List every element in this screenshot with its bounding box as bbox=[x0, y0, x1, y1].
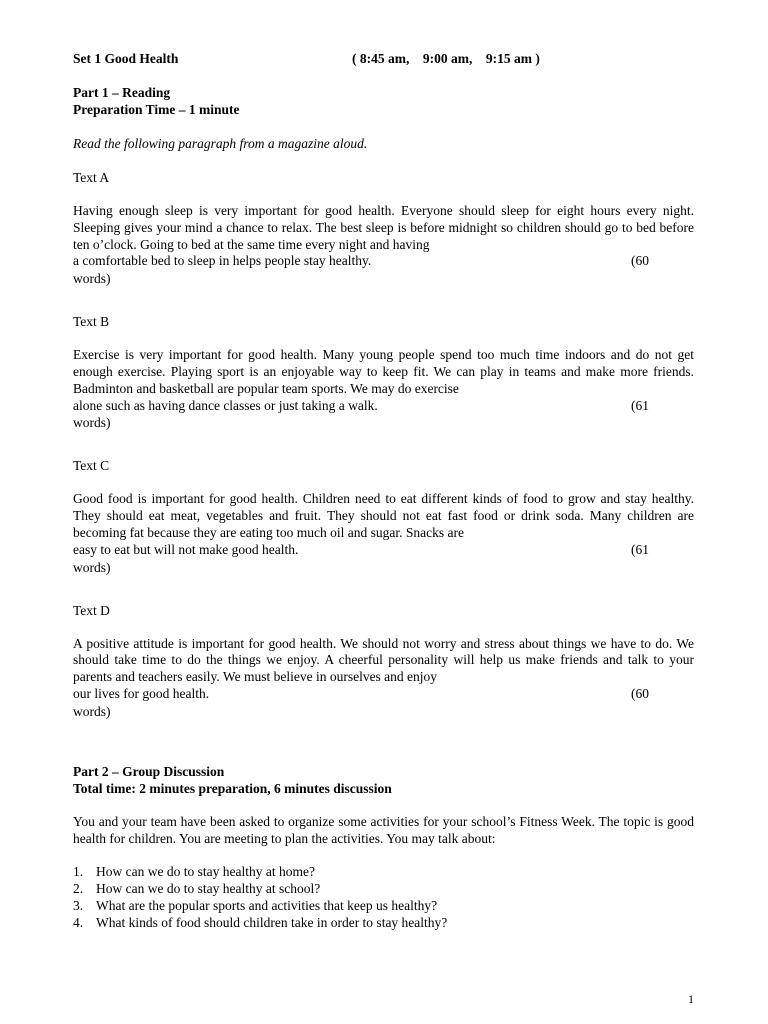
text-b-label: Text B bbox=[73, 314, 110, 330]
page-number: 1 bbox=[688, 992, 694, 1006]
list-item-number: 1. bbox=[73, 864, 84, 880]
part1-prep-time: Preparation Time – 1 minute bbox=[73, 102, 240, 117]
list-item-text: What kinds of food should children take in order to stay healthy? bbox=[96, 914, 448, 930]
text-c-last-line: easy to eat but will not make good health. bbox=[73, 541, 299, 557]
part1-instruction: Read the following paragraph from a magazine aloud. bbox=[73, 136, 368, 151]
text-d-label: Text D bbox=[73, 602, 110, 618]
discussion-questions bbox=[73, 864, 694, 931]
text-a-last-line-row bbox=[73, 253, 694, 270]
list-item-text: How can we do to stay healthy at home? bbox=[96, 864, 315, 880]
part2-intro: You and your team have been asked to organize some activities for your school’s Fitness Week. The topic is good health for children. You are meeting to plan the activities. You may talk about: bbox=[73, 813, 694, 846]
session-times: ( 8:45 am, 9:00 am, 9:15 am ) bbox=[352, 51, 540, 66]
list-item bbox=[73, 898, 694, 915]
text-a-word-count-unit: words) bbox=[73, 271, 111, 287]
part2-total-time: Total time: 2 minutes preparation, 6 minutes discussion bbox=[73, 780, 392, 796]
list-item bbox=[73, 881, 694, 898]
text-b-word-count: (61 bbox=[631, 397, 649, 413]
text-d-body: A positive attitude is important for good health. We should not worry and stress about things we have to do. We should take time to do the things we enjoy. A cheerful personality will help us make friends and talk to your parents and teachers easily. We must believe in ourselves and enjoy bbox=[73, 635, 694, 685]
set-header bbox=[73, 50, 694, 67]
text-a-body: Having enough sleep is very important for good health. Everyone should sleep for eight hours every night. Sleeping gives your mind a chance to relax. The best sleep is before midnight so children should go to bed before ten o’clock. Going to bed at the same time every night and having bbox=[73, 203, 694, 252]
text-d-word-count-unit: words) bbox=[73, 703, 111, 719]
list-item-number: 2. bbox=[73, 881, 84, 897]
text-d-last-line: our lives for good health. bbox=[73, 685, 210, 701]
text-c-last-line-row bbox=[73, 542, 694, 559]
text-d-last-line-row bbox=[73, 686, 694, 703]
text-a-last-line: a comfortable bed to sleep in helps people stay healthy. bbox=[73, 253, 372, 269]
part1-title: Part 1 – Reading bbox=[73, 85, 171, 100]
set-title: Set 1 Good Health bbox=[73, 51, 179, 66]
text-b-last-line-row bbox=[73, 398, 694, 415]
list-item bbox=[73, 915, 694, 932]
text-c-word-count: (61 bbox=[631, 541, 649, 557]
text-a-word-count: (60 bbox=[631, 253, 649, 269]
list-item-number: 3. bbox=[73, 897, 84, 913]
text-c-word-count-unit: words) bbox=[73, 559, 111, 575]
text-a-label: Text A bbox=[73, 170, 110, 185]
list-item-text: What are the popular sports and activities that keep us healthy? bbox=[96, 897, 438, 913]
list-item bbox=[73, 864, 694, 881]
text-c-body: Good food is important for good health. Children need to eat different kinds of food to grow and stay healthy. They should eat meat, vegetables and fruit. They should not eat fast food or drink soda. Many children are becoming fat because they are eating too much oil and sugar. Snacks are bbox=[73, 491, 694, 540]
part2-title: Part 2 – Group Discussion bbox=[73, 763, 225, 779]
text-c-label: Text C bbox=[73, 458, 110, 474]
text-d-word-count: (60 bbox=[631, 685, 649, 701]
text-b-word-count-unit: words) bbox=[73, 415, 111, 431]
list-item-number: 4. bbox=[73, 914, 84, 930]
document-page bbox=[73, 50, 694, 932]
text-b-body: Exercise is very important for good health. Many young people spend too much time indoors and do not get enough exercise. Playing sport is an enjoyable way to keep fit. We can play in teams and make more friends. Badminton and basketball are popular team sports. We may do exercise bbox=[73, 347, 694, 396]
text-b-last-line: alone such as having dance classes or just taking a walk. bbox=[73, 397, 378, 413]
list-item-text: How can we do to stay healthy at school? bbox=[96, 881, 321, 897]
